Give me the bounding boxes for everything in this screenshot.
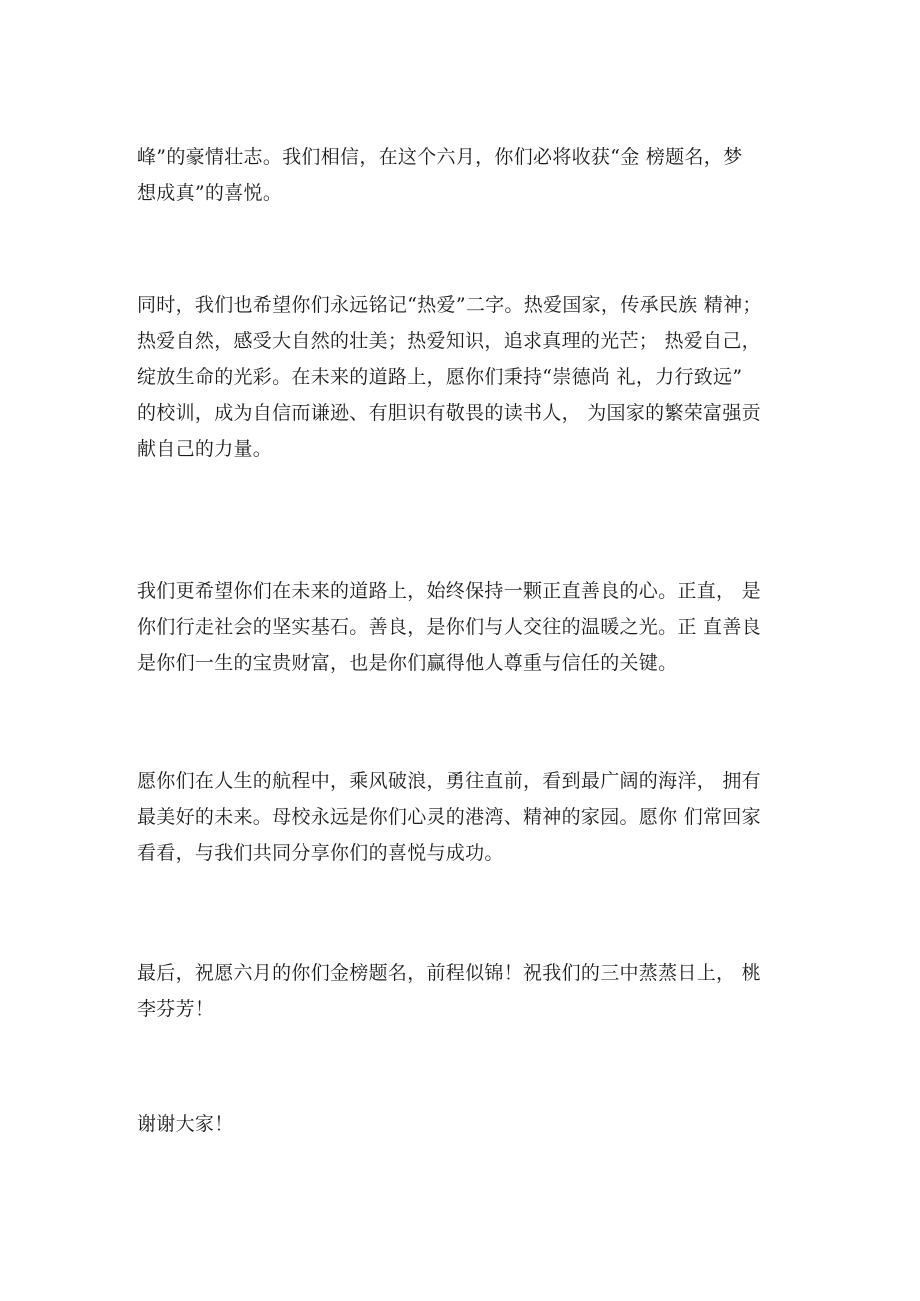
paragraph-3 (137, 573, 797, 681)
paragraph-line: 谢谢大家！ (137, 1113, 234, 1135)
paragraph-line: 是你们一生的宝贵财富，也是你们赢得他人尊重与信任的关键。 (137, 652, 678, 674)
paragraph-line: 峰”的豪情壮志。我们相信，在这个六月，你们必将收获“金 榜题名，梦 (137, 146, 743, 168)
paragraph-line: 愿你们在人生的航程中，乘风破浪，勇往直前，看到最广阔的海洋， 拥有 (137, 770, 761, 792)
paragraph-line: 你们行走社会的坚实基石。善良，是你们与人交往的温暖之光。正 直善良 (137, 616, 761, 638)
paragraph-line: 绽放生命的光彩。在未来的道路上，愿你们秉持“崇德尚 礼，力行致远” (137, 366, 743, 388)
paragraph-line: 的校训，成为自信而谦逊、有胆识有敬畏的读书人， 为国家的繁荣富强贡 (137, 402, 761, 424)
paragraph-2 (137, 287, 797, 467)
paragraph-line: 看看，与我们共同分享你们的喜悦与成功。 (137, 842, 504, 864)
paragraph-6 (137, 1106, 797, 1142)
paragraph-line: 李芬芳！ (137, 998, 215, 1020)
paragraph-line: 最后，祝愿六月的你们金榜题名，前程似锦！祝我们的三中蒸蒸日上， 桃 (137, 962, 761, 984)
paragraph-line: 想成真”的喜悦。 (137, 182, 283, 204)
paragraph-5 (137, 955, 797, 1027)
paragraph-4 (137, 763, 797, 871)
paragraph-line: 最美好的未来。母校永远是你们心灵的港湾、精神的家园。愿你 们常回家 (137, 806, 761, 828)
paragraph-1 (137, 139, 797, 211)
paragraph-line: 热爱自然，感受大自然的壮美；热爱知识，追求真理的光芒； 热爱自己， (137, 330, 761, 352)
paragraph-line: 同时，我们也希望你们永远铭记“热爱”二字。热爱国家，传承民族 精神； (137, 294, 762, 316)
paragraph-line: 我们更希望你们在未来的道路上，始终保持一颗正直善良的心。正直， 是 (137, 580, 761, 602)
paragraph-line: 献自己的力量。 (137, 438, 273, 460)
